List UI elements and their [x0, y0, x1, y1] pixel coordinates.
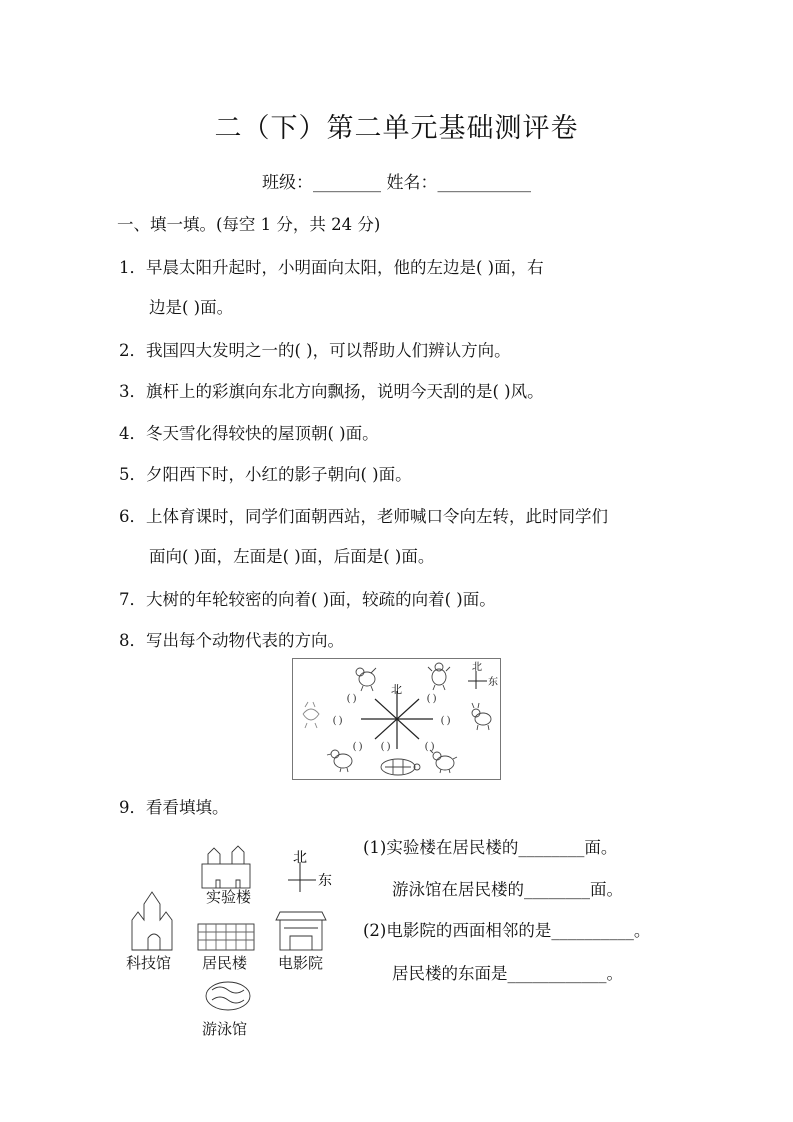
compass-north: 北	[472, 662, 482, 673]
animal-nw-icon	[356, 668, 376, 691]
blank-se: ( )	[425, 741, 435, 752]
blank-ne: ( )	[427, 693, 437, 704]
pool-label: 游泳馆	[202, 1022, 248, 1038]
blank-nw: ( )	[347, 693, 357, 704]
q9-line-1: (1)实验楼在居民楼的________面。	[363, 838, 618, 857]
student-info: 班级：________ 姓名：___________	[262, 173, 531, 193]
question-2: 2．我国四大发明之一的( )，可以帮助人们辨认方向。	[119, 341, 511, 360]
q9-line-4: 居民楼的东面是____________。	[392, 964, 623, 983]
question-9: 9．看看填填。	[119, 798, 229, 817]
question-7: 7．大树的年轮较密的向着( )面，较疏的向着( )面。	[119, 590, 496, 609]
question-4: 4．冬天雪化得较快的屋顶朝( )面。	[119, 424, 379, 443]
animal-w-icon	[303, 702, 319, 728]
animal-s-turtle-icon	[381, 759, 420, 775]
compass-icon	[468, 671, 487, 689]
building-map-figure	[120, 840, 360, 1040]
residential-label: 居民楼	[202, 956, 248, 972]
cinema-icon	[276, 912, 326, 950]
north-label: 北	[391, 684, 402, 696]
lab-label: 实验楼	[206, 890, 252, 906]
animal-direction-figure	[292, 658, 501, 780]
animal-sw-icon	[327, 750, 352, 772]
question-6: 6．上体育课时，同学们面朝西站，老师喊口令向左转，此时同学们	[119, 507, 608, 526]
q9-line-2: 游泳馆在居民楼的________面。	[392, 880, 623, 899]
question-6-cont: 面向( )面，左面是( )面，后面是( )面。	[149, 547, 435, 566]
blank-sw: ( )	[353, 741, 363, 752]
compass-icon	[288, 862, 316, 892]
animal-direction-diagram	[293, 659, 500, 779]
q9-line-3: (2)电影院的西面相邻的是__________。	[363, 921, 651, 940]
animal-e-icon	[472, 703, 491, 730]
question-1-cont: 边是( )面。	[149, 298, 234, 317]
compass-north: 北	[293, 851, 307, 866]
lab-building-icon	[202, 846, 250, 888]
question-3: 3．旗杆上的彩旗向东北方向飘扬，说明今天刮的是( )风。	[119, 382, 544, 401]
cinema-label: 电影院	[278, 956, 324, 972]
blank-w: ( )	[333, 715, 343, 726]
science-museum-label: 科技馆	[126, 956, 172, 972]
blank-e: ( )	[441, 715, 451, 726]
question-8: 8．写出每个动物代表的方向。	[119, 631, 344, 650]
animal-se-icon	[430, 750, 457, 773]
eight-direction-star	[361, 691, 433, 749]
section-heading: 一、填一填。(每空 1 分，共 24 分)	[117, 215, 381, 234]
building-map	[120, 840, 360, 1040]
compass-east: 东	[318, 874, 332, 889]
residential-building-icon	[198, 924, 254, 950]
question-5: 5．夕阳西下时，小红的影子朝向( )面。	[119, 465, 412, 484]
compass-east: 东	[488, 677, 498, 688]
question-1: 1．早晨太阳升起时，小明面向太阳，他的左边是( )面，右	[119, 258, 544, 277]
page-title: 二（下）第二单元基础测评卷	[214, 113, 579, 144]
swimming-pool-icon	[206, 982, 250, 1010]
science-museum-icon	[132, 892, 172, 950]
blank-s: ( )	[381, 741, 391, 752]
animal-n-icon	[428, 663, 450, 690]
